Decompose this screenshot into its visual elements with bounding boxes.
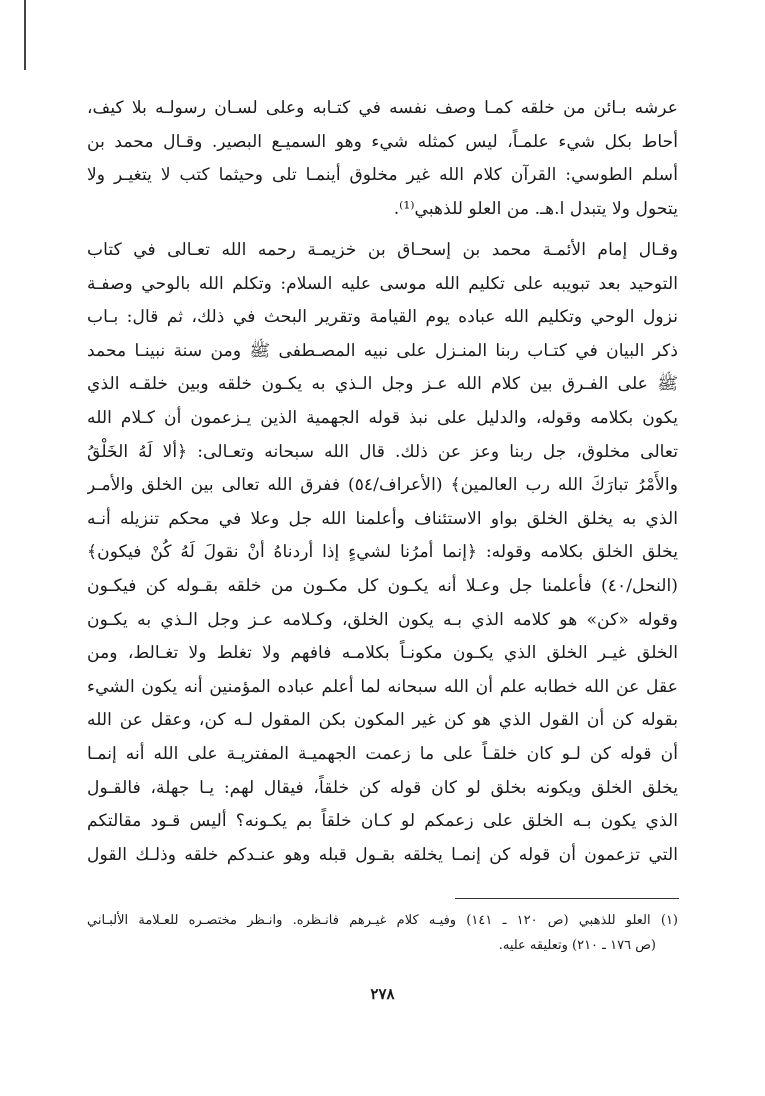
text-line: بقوله كن أن القول الذي هو كن غير المكون بكن المقول لـه كن، وعقل عن الله bbox=[87, 710, 678, 731]
text-line: أن قوله كن لـو كان خلقـاً على ما زعمت الجهميـة المفتريـة على الله أنه إنمـا bbox=[87, 743, 678, 764]
text-line: الذي يكون بـه الخلق على زعمكم لو كـان خلقاً بم يكـونه؟ أليس قـود مقالتكم bbox=[87, 811, 678, 832]
text-line: يتحول ولا يتبدل ا.هـ. من العلو للذهبي⁽¹⁾. bbox=[393, 198, 678, 219]
text-line: (النحل/٤٠) فأعلمنا جل وعـلا أنه يكـون كل مكـون من خلقه بقـوله كن فيكـون bbox=[87, 575, 678, 596]
text-line: وقـال إمام الأئمـة محمد بن إسحـاق بن خزيمـة رحمه الله تعـالى في كتاب bbox=[87, 240, 678, 260]
paragraph-2 bbox=[87, 234, 678, 872]
text-line: وقوله «كن» هو كلامه الذي بـه يكون الخلق، وكـلامه عـز وجل الـذي به يكـون bbox=[87, 609, 678, 630]
text-line: يكون بكلامه وقوله، والدليل على نبذ قوله الجهمية الذين يـزعمون أن كـلام الله bbox=[87, 407, 678, 428]
paragraph-1 bbox=[87, 92, 678, 226]
page-number: ٢٧٨ bbox=[370, 985, 395, 1003]
footnotes bbox=[87, 908, 678, 958]
text-line: يخلق الخلق ويكونه بخلق لو كان قوله كن خلقاً، فيقال لهم: يـا جهلة، فالقـول bbox=[87, 777, 678, 798]
text-line: أحاط بكل شيء علمـاً، ليس كمثله شيء وهو السميـع البصير. وقـال محمد بن bbox=[87, 131, 678, 152]
text-line: والأَمْرُ تبارَكَ الله رب العالمين﴾ (الأعراف/٥٤) ففرق الله تعالى بين الخلق والأمـر bbox=[87, 475, 678, 496]
text-line: نزول الوحي وتكليم الله عباده يوم القيامة وتقرير البحث في ذلك، ثم قال: بـاب bbox=[87, 307, 678, 328]
footnote-separator bbox=[455, 898, 679, 899]
footnote-line: (١) العلو للذهبي (ص ١٢٠ ـ ١٤١) وفيـه كلام غيـرهم فانـظره. وانـظر مختصـره للعـلامة الألبـاني bbox=[87, 913, 678, 928]
text-line: يخلق الخلق بكلامه وقوله: ﴿إنما أمرُنا لشيءٍ إذا أردناهُ أنْ نقولَ لَهُ كُنْ فيكون﴾ bbox=[87, 542, 678, 563]
binding-edge-line bbox=[24, 0, 26, 70]
text-line: أسلم الطوسي: القرآن كلام الله غير مخلوق أينمـا تلى وحيثما كتب لا يتغيـر ولا bbox=[87, 165, 678, 186]
text-line: ذكر البيان في كتـاب ربنا المنـزل على نبيه المصـطفى ﷺ ومن سنة نبينـا محمد bbox=[87, 340, 678, 361]
text-line: التي تزعمون أن قوله كن إنمـا يخلقه بقـول قبله وهو عنـدكم خلقه وذلـك القول bbox=[87, 844, 678, 865]
text-line: التوحيد بعد تبويبه على تكليم الله موسى عليه السلام: وتكلم الله بالوحي وصفـة bbox=[87, 273, 678, 294]
text-line: تعالى مخلوق، جل ربنا وعز عن ذلك. قال الله سبحانه وتعـالى: ﴿ألا لَهُ الخَلْقُ bbox=[87, 441, 678, 462]
text-line: الذي به يخلق الخلق بواو الاستئناف وأعلمنا الله جل وعلا في محكم تنزيله أنـه bbox=[87, 508, 678, 529]
text-line: عقل عن الله خطابه علم أن الله سبحانه لما أعلم عباده المؤمنين أنه يكون الشيء bbox=[87, 676, 678, 697]
text-line: الخلق غيـر الخلق الذي يكـون مكونـاً بكلامـه فافهم ولا تغلط ولا تغـالط، ومن bbox=[87, 643, 678, 664]
text-line: عرشه بـائن من خلقه كمـا وصف نفسه في كتـابه وعلى لسـان رسولـه بلا كيف، bbox=[87, 98, 678, 118]
footnote-line: (ص ١٧٦ ـ ٢١٠) وتعليقه عليه. bbox=[498, 938, 656, 953]
text-line: ﷺ على الفـرق بين كلام الله عـز وجل الـذي به يكـون خلقه وبين خلقـه الذي bbox=[87, 374, 678, 395]
